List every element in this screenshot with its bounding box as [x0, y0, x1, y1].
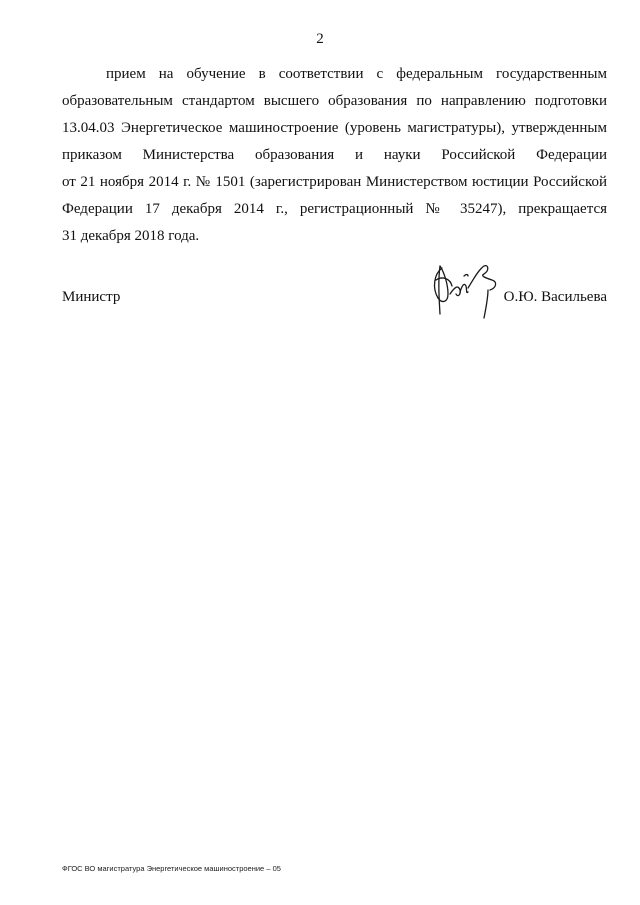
paragraph-line: от 21 ноября 2014 г. № 1501 (зарегистрирован Министерством юстиции Российской — [62, 174, 607, 190]
paragraph-line: образовательным стандартом высшего образования по направлению подготовки — [62, 93, 607, 109]
page-footer: ФГОС ВО магистратура Энергетическое машиностроение – 05 — [62, 864, 281, 873]
paragraph-line: приказом Министерства образования и науки Российской Федерации — [62, 147, 607, 163]
paragraph-line: 13.04.03 Энергетическое машиностроение (уровень магистратуры), утвержденным — [62, 120, 607, 136]
handwritten-signature-icon — [428, 258, 506, 322]
page-number: 2 — [316, 31, 324, 47]
signature-block — [62, 284, 607, 314]
paragraph-line: прием на обучение в соответствии с федеральным государственным — [106, 66, 607, 82]
signer-name: О.Ю. Васильева — [503, 289, 607, 305]
paragraph-line: Федерации 17 декабря 2014 г., регистрационный № 35247), прекращается — [62, 201, 607, 217]
paragraph-line: 31 декабря 2018 года. — [62, 228, 200, 244]
signer-position: Министр — [62, 289, 121, 305]
body-paragraph — [62, 61, 607, 250]
